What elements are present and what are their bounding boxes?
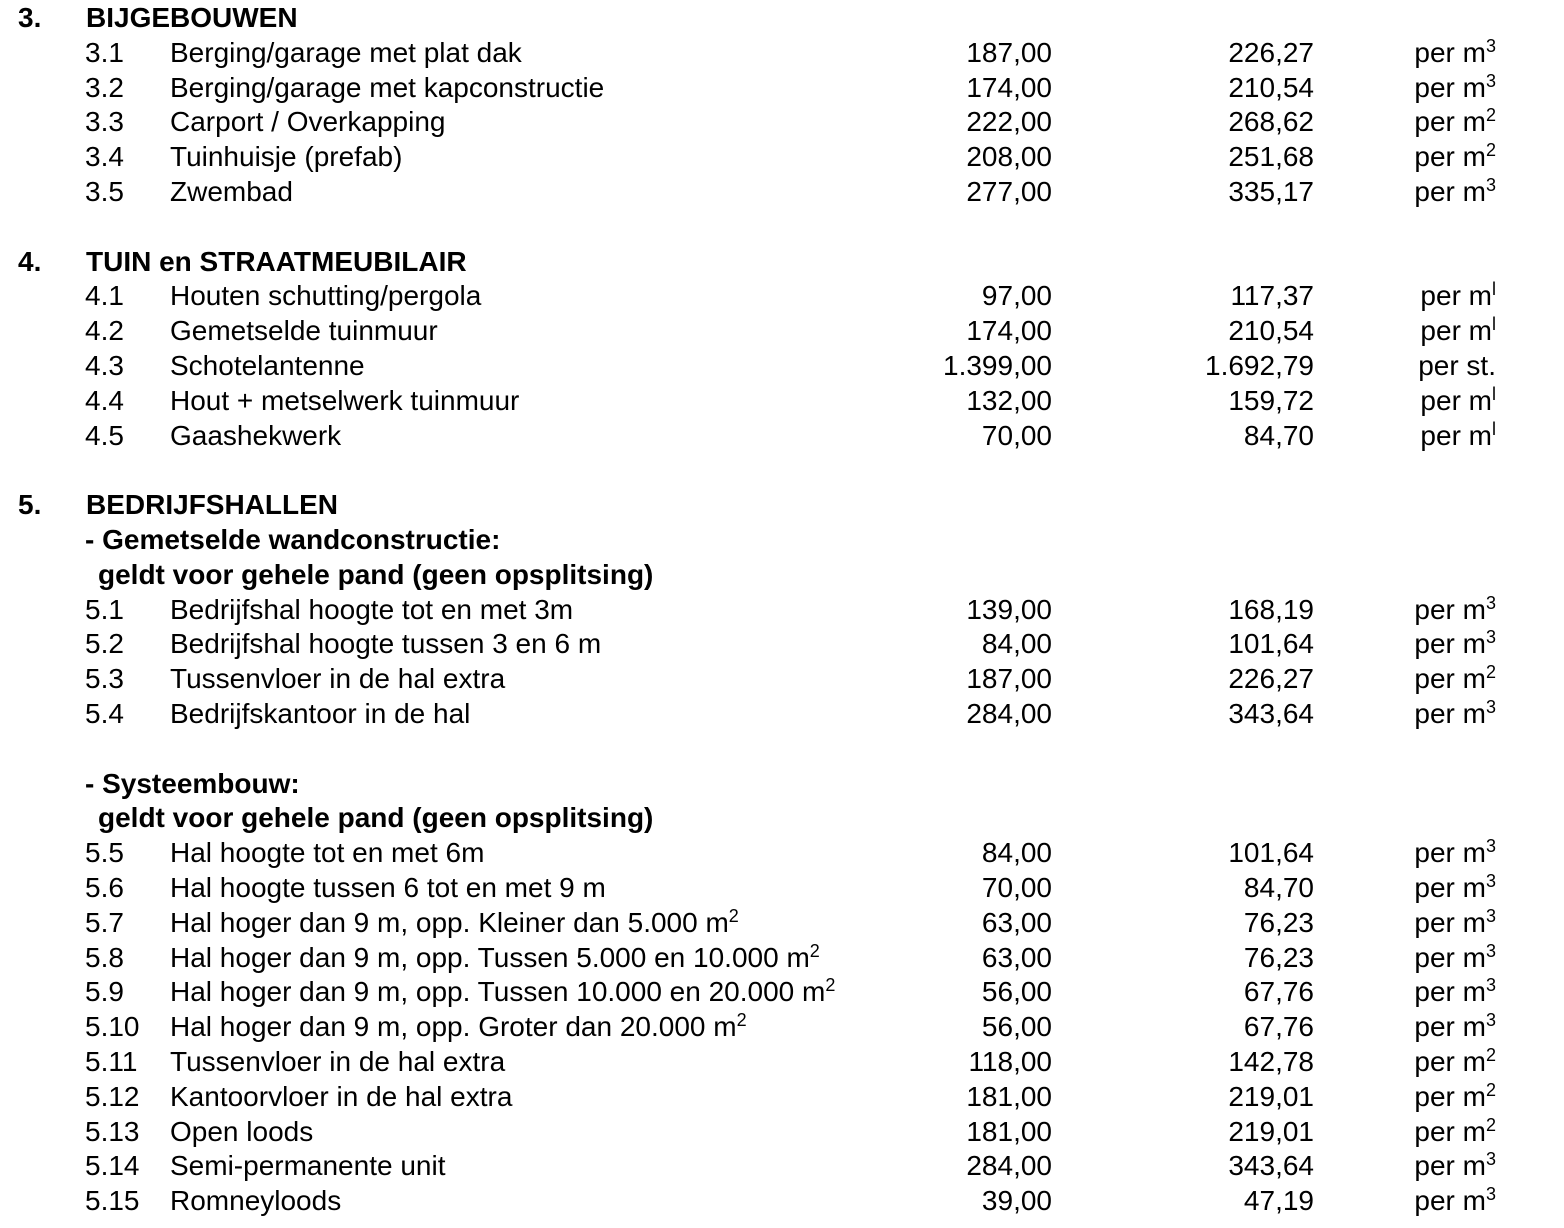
- row-number: 3.3: [85, 106, 124, 138]
- price-excl-vat: 187,00: [966, 663, 1052, 695]
- row-label: [170, 36, 522, 71]
- row-label: [170, 1080, 512, 1115]
- row-label-text: Kantoorvloer in de hal extra: [170, 1080, 513, 1112]
- price-incl-vat: 117,37: [1230, 280, 1314, 312]
- row-number: 5.4: [85, 697, 124, 729]
- row-label-text: Gemetselde tuinmuur: [170, 315, 438, 347]
- price-incl-vat: 84,70: [1243, 871, 1314, 903]
- price-excl-vat: 284,00: [966, 697, 1052, 729]
- label-superscript: 2: [728, 905, 739, 926]
- price-incl-vat: 142,78: [1228, 1045, 1314, 1077]
- row-group: [0, 36, 1564, 210]
- row-label-text: Hal hoger dan 9 m, opp. Kleiner dan 5.000 m: [170, 906, 729, 938]
- row-label: [170, 871, 606, 906]
- row-unit: [1330, 1010, 1496, 1045]
- unit-superscript: 2: [1485, 1079, 1496, 1100]
- table-row: [0, 349, 1564, 384]
- unit-superscript: 3: [1485, 627, 1496, 648]
- row-unit-text: per m: [1414, 36, 1486, 68]
- row-unit: [1330, 1080, 1496, 1115]
- section-subheader: - Gemetselde wandconstructie:: [85, 523, 501, 555]
- row-label: [170, 105, 445, 140]
- price-excl-vat: 181,00: [966, 1115, 1052, 1147]
- row-label-text: Hal hoogte tot en met 6m: [170, 837, 485, 869]
- price-incl-vat: 76,23: [1243, 941, 1314, 973]
- price-excl-vat: 208,00: [966, 141, 1052, 173]
- section-subheader: geldt voor gehele pand (geen opsplitsing): [98, 558, 654, 590]
- section-title: BEDRIJFSHALLEN: [86, 489, 339, 521]
- price-excl-vat: 39,00: [981, 1185, 1052, 1217]
- table-row: [0, 71, 1564, 106]
- row-number: 3.1: [85, 36, 124, 68]
- price-excl-vat: 139,00: [966, 593, 1052, 625]
- unit-superscript: 3: [1485, 836, 1496, 857]
- price-section: [0, 245, 1564, 454]
- price-excl-vat: 56,00: [981, 1011, 1052, 1043]
- row-label: [170, 71, 604, 106]
- row-unit-text: per m: [1414, 1115, 1486, 1147]
- table-row: [0, 941, 1564, 976]
- row-label-text: Open loods: [170, 1115, 314, 1147]
- row-number: 3.2: [85, 71, 124, 103]
- unit-superscript: 2: [1485, 1114, 1496, 1135]
- row-number: 5.6: [85, 871, 124, 903]
- table-row: [0, 662, 1564, 697]
- row-number: 5.11: [85, 1045, 138, 1077]
- row-label: [170, 175, 293, 210]
- row-unit-text: per m: [1414, 1045, 1486, 1077]
- row-number: 4.3: [85, 349, 124, 381]
- row-unit-text: per m: [1414, 1150, 1486, 1182]
- unit-superscript: 3: [1485, 174, 1496, 195]
- table-row: [0, 871, 1564, 906]
- row-unit-text: per m: [1414, 663, 1486, 695]
- row-unit: [1330, 906, 1496, 941]
- unit-superscript: l: [1492, 383, 1496, 404]
- row-group: [0, 523, 1564, 732]
- row-label: [170, 384, 519, 419]
- table-row: [0, 314, 1564, 349]
- row-unit: [1330, 419, 1496, 454]
- row-number: 5.13: [85, 1115, 140, 1147]
- row-unit-text: per m: [1414, 871, 1486, 903]
- row-label-text: Tussenvloer in de hal extra: [170, 1045, 506, 1077]
- price-incl-vat: 101,64: [1228, 837, 1314, 869]
- unit-superscript: l: [1492, 418, 1496, 439]
- row-number: 4.2: [85, 315, 124, 347]
- price-incl-vat: 101,64: [1228, 628, 1314, 660]
- row-unit-text: per m: [1420, 315, 1492, 347]
- row-unit-text: per m: [1414, 1185, 1486, 1217]
- row-unit-text: per m: [1420, 419, 1492, 451]
- table-row: [0, 1010, 1564, 1045]
- row-label: [170, 1045, 505, 1080]
- price-incl-vat: 219,01: [1228, 1080, 1314, 1112]
- section-subheader: - Systeembouw:: [85, 767, 300, 799]
- row-label-text: Berging/garage met kapconstructie: [170, 71, 605, 103]
- price-excl-vat: 56,00: [981, 976, 1052, 1008]
- row-unit-text: per m: [1414, 106, 1486, 138]
- row-label: [170, 662, 505, 697]
- price-incl-vat: 168,19: [1228, 593, 1314, 625]
- price-excl-vat: 63,00: [981, 906, 1052, 938]
- price-incl-vat: 1.692,79: [1205, 349, 1314, 381]
- price-excl-vat: 174,00: [966, 71, 1052, 103]
- row-group: [0, 732, 1564, 1219]
- row-label-text: Houten schutting/pergola: [170, 280, 482, 312]
- price-excl-vat: 132,00: [966, 384, 1052, 416]
- price-excl-vat: 63,00: [981, 941, 1052, 973]
- table-row: [0, 419, 1564, 454]
- row-unit: [1330, 1045, 1496, 1080]
- row-label-text: Hal hoger dan 9 m, opp. Groter dan 20.000 m: [170, 1011, 737, 1043]
- row-unit: [1330, 593, 1496, 628]
- price-excl-vat: 1.399,00: [943, 349, 1052, 381]
- row-label-text: Carport / Overkapping: [170, 106, 446, 138]
- row-label-text: Gaashekwerk: [170, 419, 342, 451]
- unit-superscript: 3: [1485, 1149, 1496, 1170]
- row-label-text: Berging/garage met plat dak: [170, 36, 522, 68]
- row-unit-text: per m: [1414, 837, 1486, 869]
- price-incl-vat: 84,70: [1243, 419, 1314, 451]
- unit-superscript: 3: [1485, 940, 1496, 961]
- row-label: [170, 1115, 313, 1150]
- label-superscript: 2: [809, 940, 820, 961]
- section-number: 3.: [18, 2, 42, 33]
- price-incl-vat: 76,23: [1243, 906, 1314, 938]
- unit-superscript: 3: [1485, 975, 1496, 996]
- row-number: 3.4: [85, 141, 124, 173]
- price-excl-vat: 97,00: [981, 280, 1052, 312]
- unit-superscript: 3: [1485, 1184, 1496, 1205]
- unit-superscript: l: [1492, 314, 1496, 335]
- price-section: [0, 1, 1564, 210]
- row-label-text: Bedrijfshal hoogte tussen 3 en 6 m: [170, 628, 602, 660]
- row-unit-text: per m: [1414, 1011, 1486, 1043]
- row-unit-text: per m: [1414, 906, 1486, 938]
- row-number: 5.9: [85, 976, 124, 1008]
- unit-superscript: 3: [1485, 70, 1496, 91]
- row-label: [170, 836, 484, 871]
- row-label-text: Tussenvloer in de hal extra: [170, 663, 506, 695]
- price-excl-vat: 284,00: [966, 1150, 1052, 1182]
- table-row: [0, 279, 1564, 314]
- row-unit: [1330, 36, 1496, 71]
- row-group: [0, 279, 1564, 453]
- row-unit: [1330, 1115, 1496, 1150]
- row-unit: [1330, 314, 1496, 349]
- row-label-text: Zwembad: [170, 175, 293, 207]
- row-label: [170, 1149, 445, 1184]
- unit-superscript: 2: [1485, 140, 1496, 161]
- table-row: [0, 975, 1564, 1010]
- table-row: [0, 593, 1564, 628]
- table-row: [0, 1045, 1564, 1080]
- row-label: [170, 279, 481, 314]
- row-unit: [1330, 871, 1496, 906]
- unit-superscript: 2: [1485, 662, 1496, 683]
- row-number: 5.8: [85, 941, 124, 973]
- row-label: [170, 349, 365, 384]
- price-excl-vat: 84,00: [981, 837, 1052, 869]
- price-incl-vat: 210,54: [1228, 315, 1314, 347]
- row-unit: [1330, 627, 1496, 662]
- price-excl-vat: 118,00: [968, 1045, 1052, 1077]
- unit-superscript: 3: [1485, 1010, 1496, 1031]
- row-label-text: Hal hoogte tussen 6 tot en met 9 m: [170, 871, 606, 903]
- row-number: 5.10: [85, 1011, 140, 1043]
- row-unit-text: per m: [1414, 141, 1486, 173]
- row-unit: [1330, 349, 1496, 384]
- section-title: TUIN en STRAATMEUBILAIR: [86, 245, 467, 277]
- table-row: [0, 384, 1564, 419]
- row-label: [170, 1184, 341, 1219]
- price-incl-vat: 47,19: [1243, 1185, 1314, 1217]
- price-excl-vat: 84,00: [981, 628, 1052, 660]
- price-section: [0, 488, 1564, 1219]
- row-number: 5.1: [85, 593, 124, 625]
- row-label-text: Semi-permanente unit: [170, 1150, 446, 1182]
- row-number: 5.5: [85, 837, 124, 869]
- table-row: [0, 697, 1564, 732]
- row-label-text: Hal hoger dan 9 m, opp. Tussen 5.000 en 10.000 m: [170, 941, 810, 973]
- row-label-text: Schotelantenne: [170, 349, 365, 381]
- table-row: [0, 1080, 1564, 1115]
- label-superscript: 2: [736, 1010, 747, 1031]
- section-title: BIJGEBOUWEN: [86, 2, 298, 33]
- row-unit: [1330, 836, 1496, 871]
- row-unit-text: per m: [1420, 280, 1492, 312]
- section-header: [0, 488, 1564, 523]
- price-excl-vat: 187,00: [966, 36, 1052, 68]
- row-label-text: Bedrijfskantoor in de hal: [170, 697, 471, 729]
- row-label-text: Hout + metselwerk tuinmuur: [170, 384, 520, 416]
- row-unit-text: per st.: [1418, 349, 1496, 381]
- price-excl-vat: 277,00: [966, 175, 1052, 207]
- price-incl-vat: 67,76: [1243, 1011, 1314, 1043]
- row-unit: [1330, 697, 1496, 732]
- table-row: [0, 1115, 1564, 1150]
- row-unit: [1330, 662, 1496, 697]
- row-unit: [1330, 384, 1496, 419]
- row-label: [170, 697, 470, 732]
- row-number: 5.2: [85, 628, 124, 660]
- row-unit-text: per m: [1414, 976, 1486, 1008]
- section-number: 4.: [18, 245, 42, 277]
- row-unit-text: per m: [1414, 71, 1486, 103]
- row-unit: [1330, 1149, 1496, 1184]
- unit-superscript: l: [1492, 279, 1496, 300]
- row-label-text: Romneyloods: [170, 1185, 342, 1217]
- row-label-text: Bedrijfshal hoogte tot en met 3m: [170, 593, 574, 625]
- price-incl-vat: 226,27: [1228, 36, 1314, 68]
- unit-superscript: 3: [1485, 592, 1496, 613]
- price-incl-vat: 268,62: [1228, 106, 1314, 138]
- table-row: [0, 1149, 1564, 1184]
- table-row: [0, 627, 1564, 662]
- section-subheader: geldt voor gehele pand (geen opsplitsing): [98, 802, 654, 834]
- row-label: [170, 419, 341, 454]
- row-unit: [1330, 140, 1496, 175]
- row-label: [170, 314, 438, 349]
- row-unit: [1330, 1184, 1496, 1219]
- unit-superscript: 2: [1485, 105, 1496, 126]
- row-unit: [1330, 975, 1496, 1010]
- table-row: [0, 36, 1564, 71]
- label-superscript: 2: [825, 975, 836, 996]
- unit-superscript: 3: [1485, 905, 1496, 926]
- row-number: 5.14: [85, 1150, 140, 1182]
- row-unit-text: per m: [1420, 384, 1492, 416]
- row-label-text: Tuinhuisje (prefab): [170, 141, 403, 173]
- price-excl-vat: 70,00: [981, 419, 1052, 451]
- row-unit: [1330, 175, 1496, 210]
- price-incl-vat: 251,68: [1228, 141, 1314, 173]
- row-label: [170, 627, 601, 662]
- unit-superscript: 3: [1485, 870, 1496, 891]
- price-incl-vat: 219,01: [1228, 1115, 1314, 1147]
- price-excl-vat: 174,00: [966, 315, 1052, 347]
- unit-superscript: 3: [1485, 696, 1496, 717]
- row-unit: [1330, 105, 1496, 140]
- row-unit-text: per m: [1414, 697, 1486, 729]
- row-number: 5.12: [85, 1080, 140, 1112]
- table-row: [0, 836, 1564, 871]
- row-number: 5.15: [85, 1185, 140, 1217]
- price-incl-vat: 67,76: [1243, 976, 1314, 1008]
- row-number: 5.3: [85, 663, 124, 695]
- row-number: 4.5: [85, 419, 124, 451]
- price-excl-vat: 181,00: [966, 1080, 1052, 1112]
- section-header: [0, 245, 1564, 280]
- row-unit: [1330, 71, 1496, 106]
- row-unit-text: per m: [1414, 628, 1486, 660]
- row-unit-text: per m: [1414, 175, 1486, 207]
- row-unit: [1330, 941, 1496, 976]
- price-incl-vat: 226,27: [1228, 663, 1314, 695]
- row-unit-text: per m: [1414, 593, 1486, 625]
- row-unit-text: per m: [1414, 1080, 1486, 1112]
- unit-superscript: 3: [1485, 35, 1496, 56]
- price-incl-vat: 343,64: [1228, 697, 1314, 729]
- row-number: 4.4: [85, 384, 124, 416]
- row-number: 5.7: [85, 906, 124, 938]
- row-unit-text: per m: [1414, 941, 1486, 973]
- row-label: [170, 593, 573, 628]
- price-excl-vat: 70,00: [981, 871, 1052, 903]
- table-row: [0, 140, 1564, 175]
- section-number: 5.: [18, 489, 42, 521]
- price-excl-vat: 222,00: [966, 106, 1052, 138]
- row-number: 3.5: [85, 175, 124, 207]
- section-header: [0, 1, 1564, 36]
- table-row: [0, 175, 1564, 210]
- table-row: [0, 1184, 1564, 1219]
- price-incl-vat: 335,17: [1228, 175, 1314, 207]
- row-unit: [1330, 279, 1496, 314]
- unit-superscript: 2: [1485, 1044, 1496, 1065]
- row-label: [170, 140, 402, 175]
- row-label-text: Hal hoger dan 9 m, opp. Tussen 10.000 en 20.000 m: [170, 976, 826, 1008]
- table-row: [0, 105, 1564, 140]
- table-row: [0, 906, 1564, 941]
- row-number: 4.1: [85, 280, 124, 312]
- price-incl-vat: 159,72: [1228, 384, 1314, 416]
- price-incl-vat: 210,54: [1228, 71, 1314, 103]
- price-incl-vat: 343,64: [1228, 1150, 1314, 1182]
